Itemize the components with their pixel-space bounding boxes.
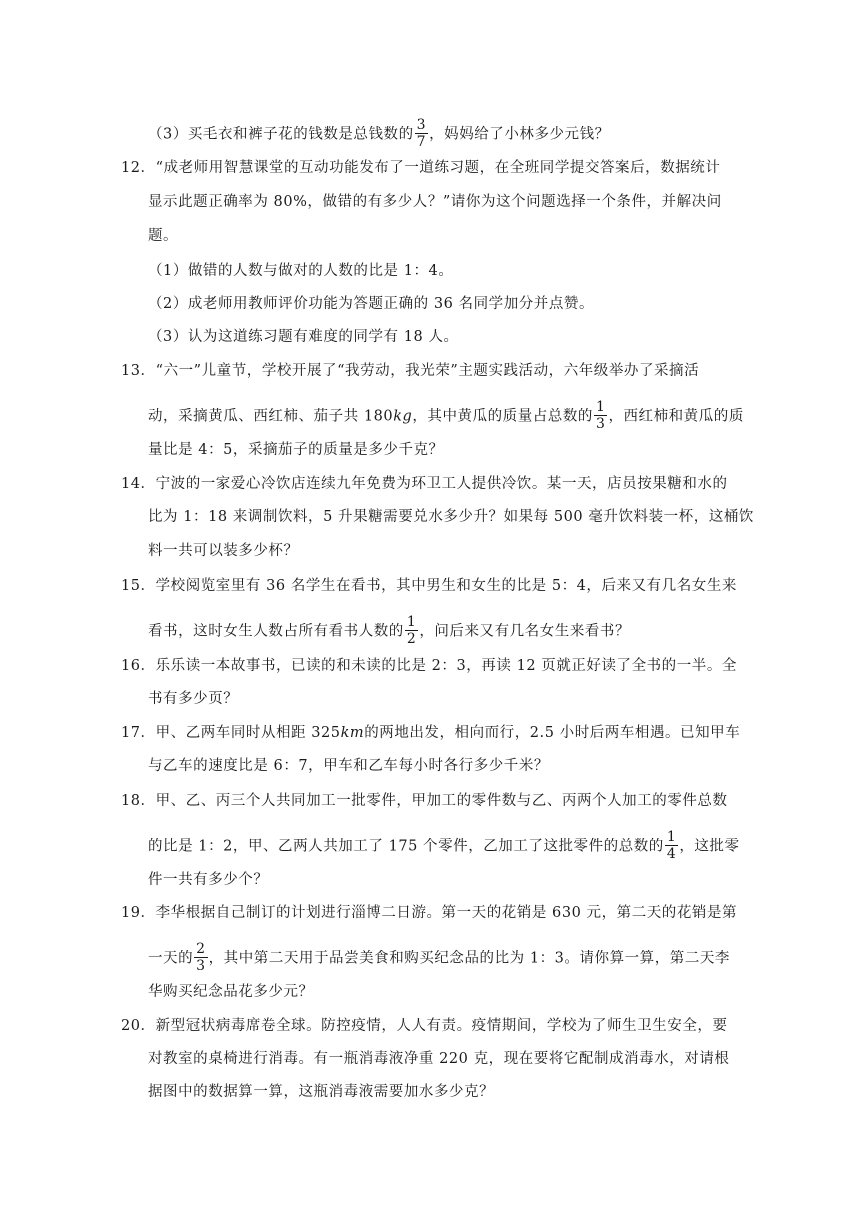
q14-line3: 料一共可以装多少杯？ bbox=[148, 543, 299, 559]
q20-line1: 20．新型冠状病毒席卷全球。防控疫情，人人有责。疫情期间，学校为了师生卫生安全，要 bbox=[121, 1018, 728, 1034]
q19-line2: 一天的 $\frac{2}{3}$ ，其中第二天用于品尝美食和购买纪念品的比为 1：3。请你算一算，第二天李 bbox=[148, 941, 730, 974]
fraction-two-thirds: $\frac{2}{3}$ bbox=[196, 941, 206, 974]
q16-line2: 书有多少页？ bbox=[148, 691, 239, 707]
q12-option1: （1）做错的人数与做对的人数的比是 1：4。 bbox=[148, 263, 454, 279]
q18-line2: 的比是 1：2，甲、乙两人共加工了 175 个零件，乙加工了这批零件的总数的 $\frac{1}{4}$ ，这批零 bbox=[148, 829, 740, 862]
fraction-one-third: $\frac{1}{3}$ bbox=[595, 399, 606, 432]
q20-line3: 据图中的数据算一算，这瓶消毒液需要加水多少克？ bbox=[148, 1084, 495, 1100]
q16-line1: 16．乐乐读一本故事书，已读的和未读的比是 2：3，再读 12 页就正好读了全书的一半。全 bbox=[121, 658, 737, 674]
fraction-three-sevenths: $\frac{3}{7}$ bbox=[416, 117, 427, 150]
q13-line2: 动，采摘黄瓜、西红柿、茄子共 180kg，其中黄瓜的质量占总数的 $\frac{1}{3}$ ，西红柿和黄瓜的质 bbox=[148, 399, 744, 432]
q15-line2: 看书，这时女生人数占所有看书人数的 $\frac{1}{2}$ ，问后来又有几名女生来看书？ bbox=[148, 614, 631, 647]
q18-line3: 件一共有多少个？ bbox=[148, 872, 269, 888]
q19-line3: 华购买纪念品花多少元？ bbox=[148, 984, 314, 1000]
q18-line1: 18．甲、乙、丙三个人共同加工一批零件，甲加工的零件数与乙、丙两个人加工的零件总数 bbox=[121, 793, 728, 809]
q12-line1: 12．“成老师用智慧课堂的互动功能发布了一道练习题，在全班同学提交答案后，数据统计 bbox=[121, 160, 721, 176]
q15-line1: 15．学校阅览室里有 36 名学生在看书，其中男生和女生的比是 5：4，后来又有几名女生来 bbox=[121, 578, 737, 594]
q12-option3: （3）认为这道练习题有难度的同学有 18 人。 bbox=[148, 329, 459, 345]
q13-line1: 13．“六一”儿童节，学校开展了“我劳动，我光荣”主题实践活动，六年级举办了采摘活 bbox=[121, 363, 700, 379]
q14-line2: 比为 1：18 来调制饮料，5 升果糖需要兑水多少升？如果每 500 毫升饮料装一杯，这桶饮 bbox=[148, 509, 754, 525]
q20-line2: 对教室的桌椅进行消毒。有一瓶消毒液净重 220 克，现在要将它配制成消毒水，对请根 bbox=[148, 1051, 730, 1067]
q12-option2: （2）成老师用教师评价功能为答题正确的 36 名同学加分并点赞。 bbox=[148, 296, 594, 312]
q12-line3: 题。 bbox=[148, 228, 179, 244]
fraction-one-half: $\frac{1}{2}$ bbox=[406, 614, 417, 647]
q12-line2: 显示此题正确率为 80%，做错的有多少人？”请你为这个问题选择一个条件，并解决问 bbox=[148, 194, 722, 210]
q19-line1: 19．李华根据自己制订的计划进行淄博二日游。第一天的花销是 630 元，第二天的花销是第 bbox=[121, 905, 738, 921]
q14-line1: 14．宁波的一家爱心冷饮店连续九年免费为环卫工人提供冷饮。某一天，店员按果糖和水的 bbox=[121, 476, 728, 492]
q17-line1: 17．甲、乙两车同时从相距 325km的两地出发，相向而行，2.5 小时后两车相遇。已知甲车 bbox=[121, 725, 741, 741]
q17-line2: 与乙车的速度比是 6：7，甲车和乙车每小时各行多少千米？ bbox=[148, 758, 549, 774]
q11-part3-line: （3）买毛衣和裤子花的钱数是总钱数的 $\frac{3}{7}$ ，妈妈给了小林多少元钱？ bbox=[148, 117, 610, 150]
fraction-one-quarter: $\frac{1}{4}$ bbox=[666, 829, 677, 862]
q13-line3: 量比是 4：5，采摘茄子的质量是多少千克？ bbox=[148, 442, 444, 458]
